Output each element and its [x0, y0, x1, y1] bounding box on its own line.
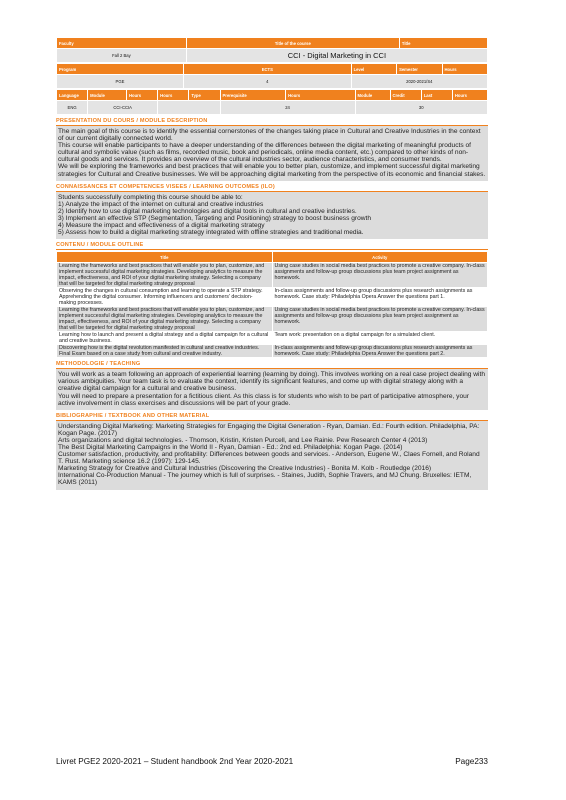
bibliography-item: Understanding Digital Marketing: Marketing Strategies for Engaging the Digital Generation - Ryan, Damian. Ed.: Fourth edition. Philadelphia, PA: Kogan Page. (2017): [58, 422, 480, 437]
presentation-paragraph: The main goal of this course is to identify the essential cornerstones of the changes taking place in Cultural and Creative Industries in the context of our current digitally connected world.: [58, 128, 481, 143]
header-value: 30: [355, 101, 487, 115]
header-value: Fall 2 Bay: [57, 49, 187, 63]
bibliography-item: International Co-Production Manual - The journey which is full of surprises. - Staines, Judith, Sophie Travers, and MJ Chung. Bruxelles: IETM, KAMS (2011): [58, 472, 472, 487]
header-label: Type: [189, 90, 220, 101]
row-activity: Using case studies in social media best practices to promote a creative company. In-class assignments and follow-up group discussions plus team project assignment as homework.: [272, 263, 488, 288]
header-label: Prerequisite: [220, 90, 286, 101]
header-label: Program: [57, 64, 184, 75]
table-row: [57, 332, 488, 345]
course-hours-table: [56, 89, 488, 115]
header-label: Level: [351, 64, 396, 75]
row-activity: Using case studies in social media best practices to promote a creative company. In-class assignments and follow-up group discussions plus team project assignment as homework.: [272, 307, 488, 332]
learning-outcomes-intro: Students successfully completing this course should be able to:: [58, 193, 243, 201]
header-label: Language: [57, 90, 88, 101]
row-activity: In-class assignments and follow-up group discussions plus research assignments as homework. Case study: Philadelphia Opera Answer the questions part 1.: [272, 288, 488, 307]
methodology-paragraph: You will need to prepare a presentation for a fictitious client. As this class is for students who wish to be part of participative atmosphere, your active involvement in class exercises and discussions will be part of your grade.: [58, 392, 469, 407]
header-label: Hours: [127, 90, 158, 101]
module-outline-heading: CONTENU / MODULE OUTLINE: [56, 241, 488, 250]
header-label: Hours: [286, 90, 355, 101]
bibliography-heading: BIBLIOGRAPHIE / TEXTBOOK AND OTHER MATERIAL: [56, 412, 488, 421]
header-label: Title: [399, 38, 487, 49]
methodology-heading: METHODOLOGIE / TEACHING: [56, 360, 488, 369]
column-header: Activity: [272, 252, 488, 263]
header-label: Last: [421, 90, 452, 101]
column-header: Title: [57, 252, 273, 263]
header-value: CCI-CCIA: [88, 101, 158, 115]
header-value: PGE: [57, 75, 184, 89]
methodology-paragraph: You will work as a team following an approach of experiential learning (learning by doing). This involves working on a real case project dealing with various ambiguities. Your team task is to evaluate the context, identify its significant features, and come up with digital strategy along with a creative digital campaign for a cultural and creative business.: [58, 371, 485, 393]
course-info-table: [56, 37, 488, 63]
presentation-paragraph: We will be exploring the frameworks and best practices that will enable you to better plan, customize, and implement successful digital marketing strategies for Cultural and Creative businesses. We will be approaching digital marketing from the perspective of its economic and financial stakes.: [58, 163, 486, 178]
course-title: CCI - Digital Marketing in CCI: [186, 49, 487, 63]
page-footer: [56, 757, 488, 766]
header-label: Hours: [442, 64, 487, 75]
bibliography-box: [56, 421, 488, 490]
header-label: Credit: [390, 90, 421, 101]
row-title: Learning how to launch and present a digital strategy and a digital campaign for a cultural and creative business.: [57, 332, 273, 345]
bibliography-item: The Best Digital Marketing Campaigns in the World II - Ryan, Damian - Ed.: 2nd ed. Philadelphia: Kogan Page. (2014): [58, 443, 403, 451]
header-label: ECTS: [183, 64, 351, 75]
page-number: Page233: [455, 757, 488, 766]
learning-outcome-item: 3) Implement an effective STP (Segmentation, Targeting and Positioning) strategy to boost business growth: [58, 214, 372, 222]
table-row: [57, 288, 488, 307]
learning-outcome-item: 4) Measure the impact and effectiveness of a digital marketing strategy: [58, 222, 265, 230]
learning-outcomes-box: [56, 192, 488, 240]
row-activity: In-class assignments and follow-up group discussions plus research assignments as homework. Case study: Philadelphia Opera Answer the questions part 2.: [272, 345, 488, 358]
table-row: [57, 263, 488, 288]
bibliography-item: Marketing Strategy for Creative and Cultural Industries (Discovering the Creative Industries) - Bonita M. Kolb - Routledge (2016): [58, 465, 432, 473]
row-title: Learning the frameworks and best practices that will enable you to plan, customize, and implement successful digital marketing strategies. Developing analytics to measure the impact, effectiveness, and ROI of your digital marketing strategy. Selecting a company that will be targeted for digital marketing strategy proposal: [57, 307, 273, 332]
presentation-box: [56, 126, 488, 181]
methodology-box: [56, 369, 488, 409]
table-row: [57, 345, 488, 358]
header-label: Semester: [397, 64, 442, 75]
row-activity: Team work: presentation on a digital campaign for a simulated client.: [272, 332, 488, 345]
header-value: ENG: [57, 101, 88, 115]
footer-handbook-label: Livret PGE2 2020-2021 – Student handbook 2nd Year 2020-2021: [56, 757, 294, 766]
header-label: Module: [88, 90, 127, 101]
table-row: [57, 307, 488, 332]
row-title: Learning the frameworks and best practices that will enable you to plan, customize, and implement successful digital marketing strategies. Developing analytics to measure the impact, effectiveness, and ROI of your digital marketing strategy. Selecting a company that will be targeted for digital marketing strategy proposal: [57, 263, 273, 288]
header-label: Hours: [452, 90, 487, 101]
learning-outcome-item: 2) Identify how to use digital marketing technologies and digital tools in cultural and creative industries.: [58, 207, 357, 215]
header-value: 24: [220, 101, 355, 115]
header-label: Title of the course: [186, 38, 399, 49]
course-meta-table: [56, 63, 488, 89]
course-page: [56, 37, 488, 490]
learning-outcomes-heading: CONNAISSANCES ET COMPETENCES VISEES / LEARNING OUTCOMES (ILO): [56, 183, 488, 192]
presentation-paragraph: This course will enable participants to have a deeper understanding of the differences between the digital marketing of meaningful products of cultural and symbolic value (such as films, recorded music, book and periodicals, online media content, etc.) compared to other kinds of non-cultural goods and services. It provides an overview of the cultural industries sector, audience characteristics, and consumer trends.: [58, 142, 471, 164]
header-label: Hours: [158, 90, 189, 101]
header-label: Module: [355, 90, 390, 101]
module-outline-table: [56, 251, 488, 358]
bibliography-item: Customer satisfaction, productivity, and profitability: Differences between goods and services. - Anderson, Eugene W., Claes Fornell, and Roland T. Rust. Marketing science 16.2 (1997): 129-145.: [58, 451, 480, 466]
bibliography-item: Arts organizations and digital technologies. - Thomson, Kristin, Kristen Purcell, and Lee Rainie. Pew Research Center 4 (2013): [58, 436, 428, 444]
presentation-heading: PRESENTATION DU COURS / MODULE DESCRIPTION: [56, 117, 488, 126]
header-label: Faculty: [57, 38, 187, 49]
learning-outcome-item: 5) Assess how to build a digital marketing strategy integrated with offline strategies and traditional media.: [58, 229, 364, 237]
row-title: Discovering how is the digital revolution manifested in cultural and creative industries. Final Exam based on a case study from cultural and creative industry.: [57, 345, 273, 358]
header-value: 4: [183, 75, 351, 89]
row-title: Observing the changes in cultural consumption and learning to operate a STP strategy. Apprehending the digital consumer. Informing influencers and customers' decision-making processes.: [57, 288, 273, 307]
learning-outcome-item: 1) Analyze the impact of the internet on cultural and creative industries: [58, 200, 264, 208]
header-value: 2020-2021/S4: [351, 75, 487, 89]
